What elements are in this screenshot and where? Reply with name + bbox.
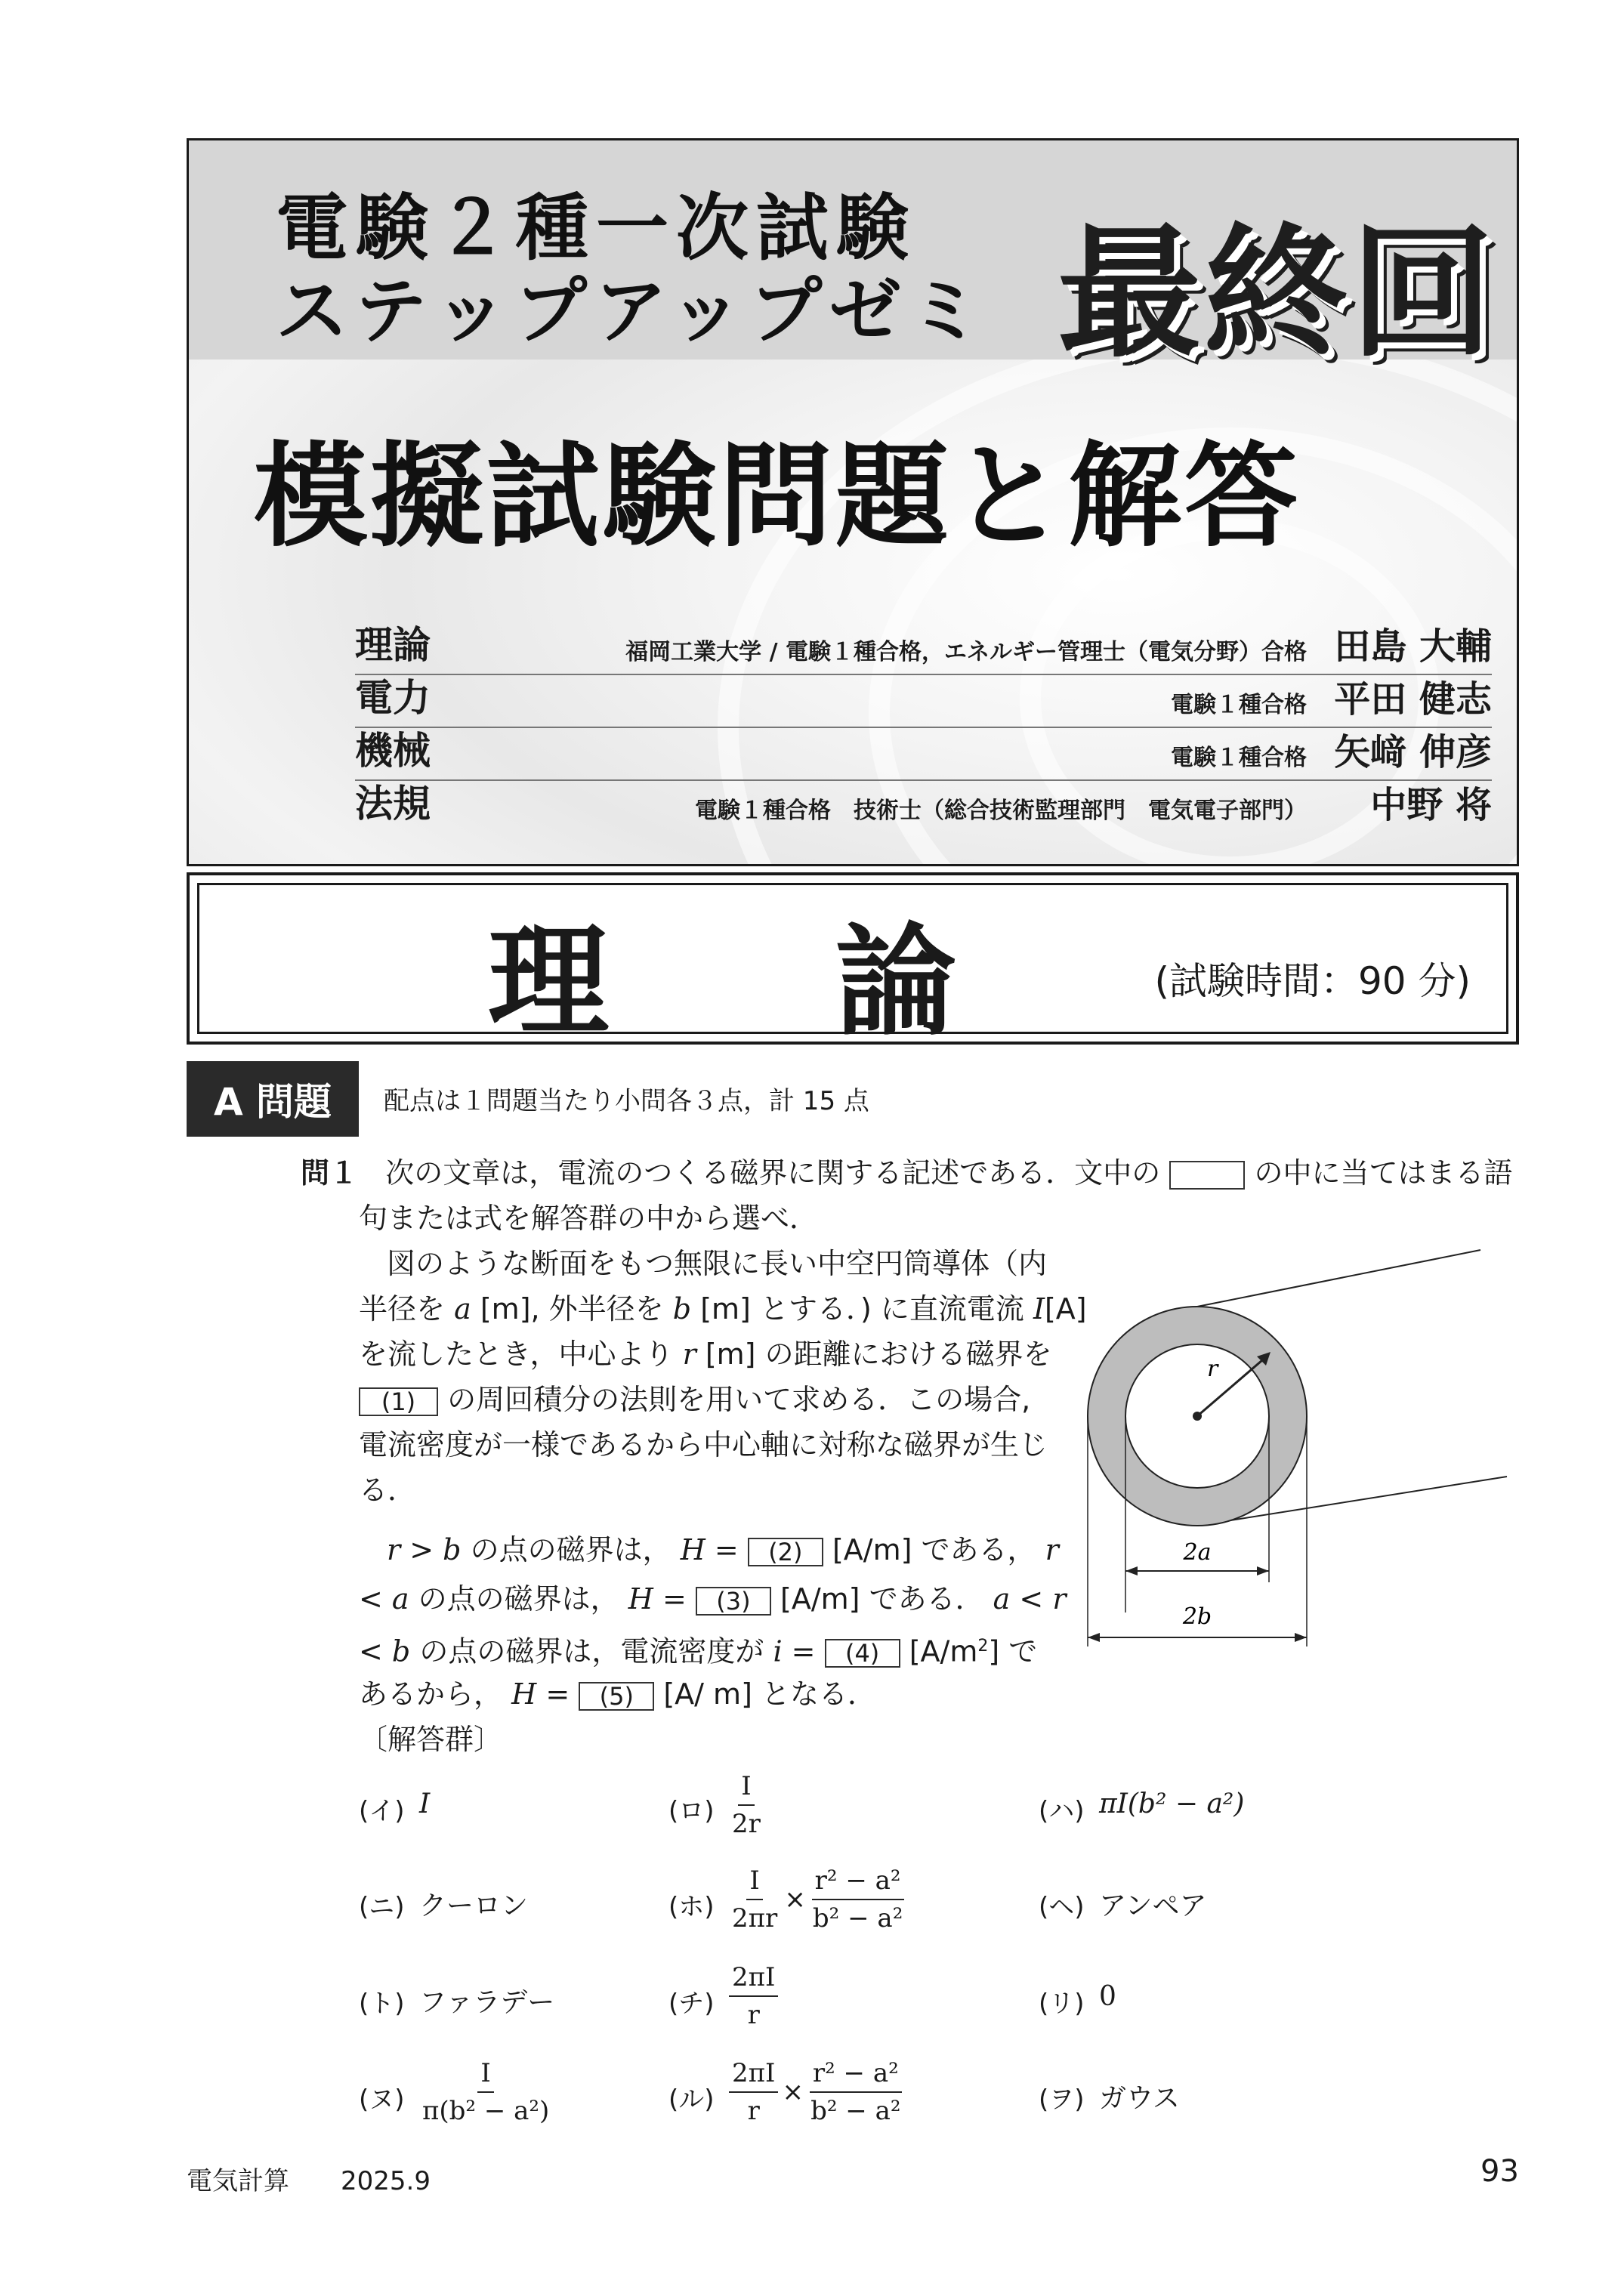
- numerator: I: [746, 1866, 762, 1900]
- answer-group-label: 〔解答群〕: [359, 1723, 503, 1756]
- fraction: [419, 2058, 552, 2126]
- author-affiliation: 電験１種合格: [1171, 745, 1307, 771]
- blank-box: [1169, 1161, 1245, 1190]
- fraction: [729, 2058, 778, 2126]
- option-label: (ヘ): [1039, 1892, 1085, 1922]
- times-sign: ×: [784, 1884, 806, 1915]
- option-value: 0: [1099, 1981, 1116, 2012]
- para2-line3: [359, 1624, 1037, 1674]
- option-label: (ル): [668, 2085, 715, 2115]
- magazine-footer: 電気計算 2025.9: [187, 2166, 431, 2196]
- main-title: 模擬試験問題と解答: [253, 431, 1301, 563]
- option-value: クーロン: [419, 1890, 529, 1921]
- text: ] で: [988, 1634, 1038, 1668]
- text: の周回積分の法則を用いて求める．この場合,: [447, 1383, 1031, 1416]
- para1-line4: [359, 1377, 1030, 1422]
- option-label: (チ): [668, 1989, 715, 2019]
- math-var: I: [1033, 1292, 1045, 1325]
- text: を流したとき，中心より: [359, 1338, 674, 1371]
- series-title-line1: 電験２種一次試験: [276, 186, 916, 270]
- fraction: [729, 1866, 780, 1933]
- option-value: アンペア: [1099, 1890, 1207, 1921]
- author-affiliation: 福岡工業大学 / 電験１種合格，エネルギー管理士（電気分野）合格: [625, 639, 1307, 665]
- author-subject: 法規: [355, 782, 431, 826]
- para2-line1: [387, 1527, 1059, 1572]
- math-var: b: [672, 1292, 692, 1325]
- numerator: 2πI: [729, 1962, 778, 1997]
- cylinder-top-edge: [1197, 1250, 1480, 1307]
- math-expr: < a: [359, 1582, 409, 1616]
- fraction: [810, 1866, 906, 1933]
- arrow-head: [1295, 1633, 1307, 1642]
- math-expr: H =: [511, 1677, 570, 1711]
- inner-diameter-label: 2a: [1183, 1539, 1212, 1566]
- question-text: 次の文章は，電流のつくる磁界に関する記述である．文中の: [385, 1156, 1161, 1190]
- option-value: πI(b² − a²): [1099, 1788, 1245, 1819]
- para1-line6: る．: [359, 1474, 417, 1507]
- math-expr: i =: [773, 1634, 816, 1668]
- option-label: (ホ): [668, 1892, 715, 1922]
- math-expr: r > b: [387, 1533, 462, 1566]
- denominator: 2πr: [732, 1903, 778, 1933]
- hollow-cylinder-figure: [1073, 1239, 1526, 1662]
- option-value: [729, 1866, 906, 1933]
- denominator: b² − a²: [810, 2096, 901, 2126]
- part-tag: A 問題: [187, 1061, 359, 1137]
- math-expr: < b: [359, 1634, 411, 1668]
- text: あるから，: [359, 1677, 503, 1711]
- question-intro-line2: 句または式を解答群の中から選べ．: [359, 1202, 819, 1235]
- option-label: (ニ): [359, 1892, 405, 1922]
- author-name: 田島 大輔: [1334, 625, 1492, 668]
- text: [m], 外半径を: [480, 1292, 664, 1325]
- arrow-head: [1257, 1566, 1269, 1575]
- option-value: [419, 2058, 552, 2126]
- exam-time: (試験時間：90 分): [1154, 959, 1471, 1003]
- author-name: 平田 健志: [1334, 678, 1492, 721]
- denominator: π(b² − a²): [422, 2096, 550, 2126]
- author-subject: 機械: [355, 729, 431, 773]
- option-label: (リ): [1039, 1989, 1085, 2019]
- blank-3: (3): [696, 1587, 771, 1616]
- option-label: (ト): [359, 1989, 405, 2019]
- author-affiliation: 電験１種合格 技術士（総合技術監理部門 電気電子部門）: [695, 798, 1307, 824]
- author-row: [355, 677, 1492, 728]
- author-subject: 電力: [355, 676, 431, 720]
- blank-4: (4): [825, 1639, 900, 1668]
- numerator: I: [477, 2058, 493, 2093]
- text: [A/m: [909, 1634, 978, 1668]
- option-label: (ヌ): [359, 2085, 405, 2115]
- math-var: a: [454, 1292, 471, 1325]
- title-banner: [187, 138, 1519, 866]
- numerator: 2πI: [729, 2058, 778, 2093]
- option-value: I: [419, 1788, 431, 1819]
- blank-5: (5): [579, 1682, 654, 1711]
- outer-diameter-label: 2b: [1182, 1603, 1212, 1630]
- text: [A/m] である，: [832, 1533, 1036, 1566]
- math-expr: a < r: [993, 1582, 1067, 1616]
- text: [A/m] である．: [780, 1582, 984, 1616]
- section-title: 理論: [488, 911, 1184, 1052]
- text: の点の磁界は，: [470, 1533, 672, 1566]
- author-subject: 理論: [355, 623, 431, 667]
- question-text: の中に当てはまる語: [1254, 1156, 1513, 1190]
- text: の点の磁界は，: [418, 1582, 619, 1616]
- para1-line5: 電流密度が一様であるから中心軸に対称な磁界が生じ: [359, 1428, 1048, 1461]
- option-value: ファラデー: [419, 1987, 555, 2018]
- fraction: [729, 1962, 778, 2030]
- question-number: 問１: [301, 1156, 359, 1190]
- numerator: r² − a²: [812, 1866, 904, 1900]
- math-var: r: [682, 1338, 696, 1371]
- author-name: 矢﨑 伸彦: [1334, 731, 1492, 773]
- author-row: [355, 782, 1492, 832]
- para1-line2: [359, 1286, 1087, 1332]
- fraction: [807, 2058, 903, 2126]
- option-value: ガウス: [1099, 2083, 1180, 2114]
- numerator: I: [738, 1771, 754, 1806]
- text: の点の磁界は，電流密度が: [419, 1634, 764, 1668]
- final-episode-label: 最終回: [1057, 210, 1498, 377]
- denominator: r: [747, 2000, 760, 2030]
- times-sign: ×: [782, 2077, 804, 2107]
- arrow-head: [1125, 1566, 1138, 1575]
- author-row: [355, 624, 1492, 675]
- option-value: [729, 1962, 778, 2030]
- author-name: 中野 将: [1370, 784, 1492, 826]
- arrow-head: [1088, 1633, 1100, 1642]
- denominator: 2r: [732, 1809, 761, 1839]
- denominator: r: [747, 2096, 760, 2126]
- text: [m] とする．) に直流電流: [700, 1292, 1024, 1325]
- math-expr: H =: [628, 1582, 687, 1616]
- author-affiliation: 電験１種合格: [1171, 692, 1307, 718]
- option-value: [729, 2058, 904, 2126]
- para2-line4: [359, 1671, 876, 1717]
- text: 半径を: [359, 1292, 446, 1325]
- para1-line1: 図のような断面をもつ無限に長い中空円筒導体（内: [387, 1247, 1048, 1280]
- math-var: r: [1045, 1533, 1059, 1566]
- radius-label: r: [1207, 1356, 1218, 1382]
- part-note: 配点は１問題当たり小問各３点，計 15 点: [384, 1086, 869, 1116]
- blank-1: (1): [359, 1387, 438, 1416]
- option-value: [729, 1771, 764, 1839]
- para2-line2: [359, 1576, 1067, 1622]
- denominator: b² − a²: [812, 1903, 903, 1933]
- fraction: [729, 1771, 764, 1839]
- option-label: (ハ): [1039, 1796, 1085, 1826]
- page-number: 93: [1480, 2154, 1519, 2189]
- text: [A]: [1044, 1292, 1087, 1325]
- section-banner: [187, 872, 1519, 1052]
- superscript: 2: [977, 1637, 989, 1656]
- blank-2: (2): [748, 1538, 823, 1566]
- option-label: (イ): [359, 1796, 405, 1826]
- option-label: (ヲ): [1039, 2085, 1085, 2115]
- math-expr: H =: [680, 1533, 739, 1566]
- author-row: [355, 730, 1492, 781]
- question-intro-line1: [301, 1150, 1512, 1196]
- numerator: r² − a²: [810, 2058, 902, 2093]
- text: [A/ m] となる．: [663, 1677, 876, 1711]
- para1-line3: [359, 1332, 1052, 1377]
- text: [m] の距離における磁界を: [705, 1338, 1052, 1371]
- series-title-line2: ステップアップゼミ: [276, 269, 990, 353]
- option-label: (ロ): [668, 1796, 715, 1826]
